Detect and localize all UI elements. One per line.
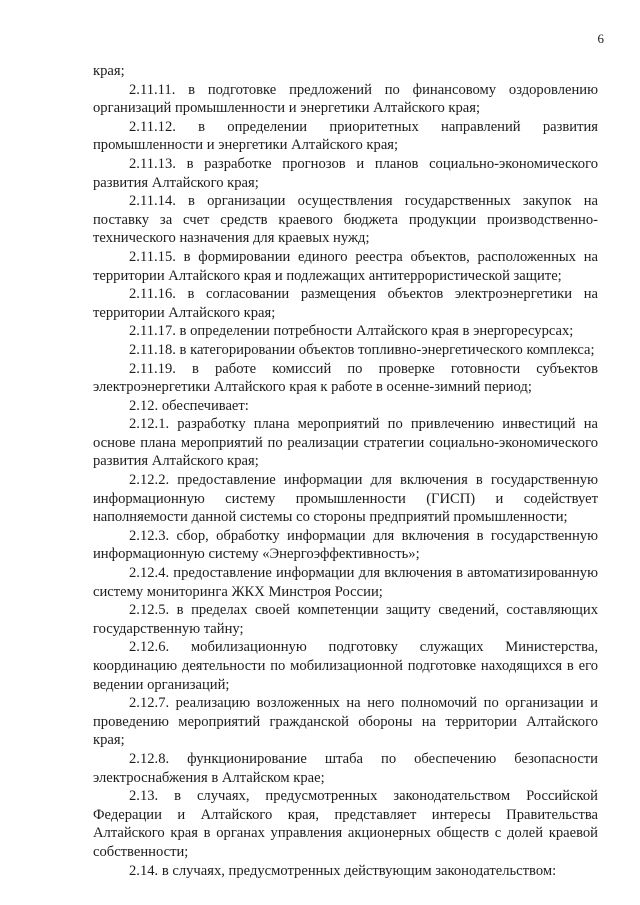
paragraph-2-12-4: 2.12.4. предоставление информации для включения в автоматизированную систему мониторинга ЖКХ Минстроя России; [93, 565, 598, 600]
paragraph-2-14: 2.14. в случаях, предусмотренных действующим законодательством: [129, 862, 557, 879]
document-body [93, 62, 598, 880]
paragraph-2-11-17: 2.11.17. в определении потребности Алтайского края в энергоресурсах; [129, 323, 574, 340]
paragraph-2-11-15: 2.11.15. в формировании единого реестра объектов, расположенных на территории Алтайского края и подлежащих антитеррористической защите; [93, 248, 598, 284]
paragraph-2-11-18: 2.11.18. в категорировании объектов топливно-энергетического комплекса; [129, 341, 595, 358]
page-number: 6 [597, 31, 604, 46]
paragraph-2-12-6: 2.12.6. мобилизационную подготовку служащих Министерства, координацию деятельности по мобилизационной подготовке находящихся в его ведении организаций; [93, 639, 598, 693]
paragraph-2-11-19: 2.11.19. в работе комиссий по проверке готовности субъектов электроэнергетики Алтайского края к работе в осенне-зимний период; [93, 360, 598, 396]
paragraph-2-12-3: 2.12.3. сбор, обработку информации для включения в государственную информационную систему «Энергоэффективность»; [93, 527, 598, 563]
paragraph-2-12: 2.12. обеспечивает: [129, 397, 249, 414]
paragraph-continuation: края; [93, 63, 125, 79]
paragraph-2-11-12: 2.11.12. в определении приоритетных направлений развития промышленности и энергетики Алтайского края; [93, 118, 598, 154]
paragraph-2-12-8: 2.12.8. функционирование штаба по обеспечению безопасности электроснабжения в Алтайском крае; [93, 750, 598, 786]
paragraph-2-12-5: 2.12.5. в пределах своей компетенции защиту сведений, составляющих государственную тайну; [93, 602, 598, 637]
paragraph-2-11-14: 2.11.14. в организации осуществления государственных закупок на поставку за счет средств краевого бюджета продукции производственно-технического назначения для краевых нужд; [93, 193, 598, 247]
paragraph-2-12-7: 2.12.7. реализацию возложенных на него полномочий по организации и проведению мероприятий гражданской обороны на территории Алтайского края; [93, 695, 598, 749]
paragraph-2-11-13: 2.11.13. в разработке прогнозов и планов социально-экономического развития Алтайского края; [93, 155, 598, 191]
paragraph-2-12-2: 2.12.2. предоставление информации для включения в государственную информационную систему промышленности (ГИСП) и содействует наполняемости данной системы со стороны предприятий промышленности; [93, 472, 598, 526]
paragraph-2-11-16: 2.11.16. в согласовании размещения объектов электроэнергетики на территории Алтайского края; [93, 286, 598, 321]
paragraph-2-11-11: 2.11.11. в подготовке предложений по финансовому оздоровлению организаций промышленности и энергетики Алтайского края; [93, 81, 598, 117]
paragraph-2-12-1: 2.12.1. разработку плана мероприятий по привлечению инвестиций на основе плана мероприятий по реализации стратегии социально-экономического развития Алтайского края; [93, 416, 598, 470]
paragraph-2-13: 2.13. в случаях, предусмотренных законодательством Российской Федерации и Алтайского края, представляет интересы Правительства Алтайского края в органах управления акционерных обществ с долей краевой собственности; [93, 788, 598, 860]
